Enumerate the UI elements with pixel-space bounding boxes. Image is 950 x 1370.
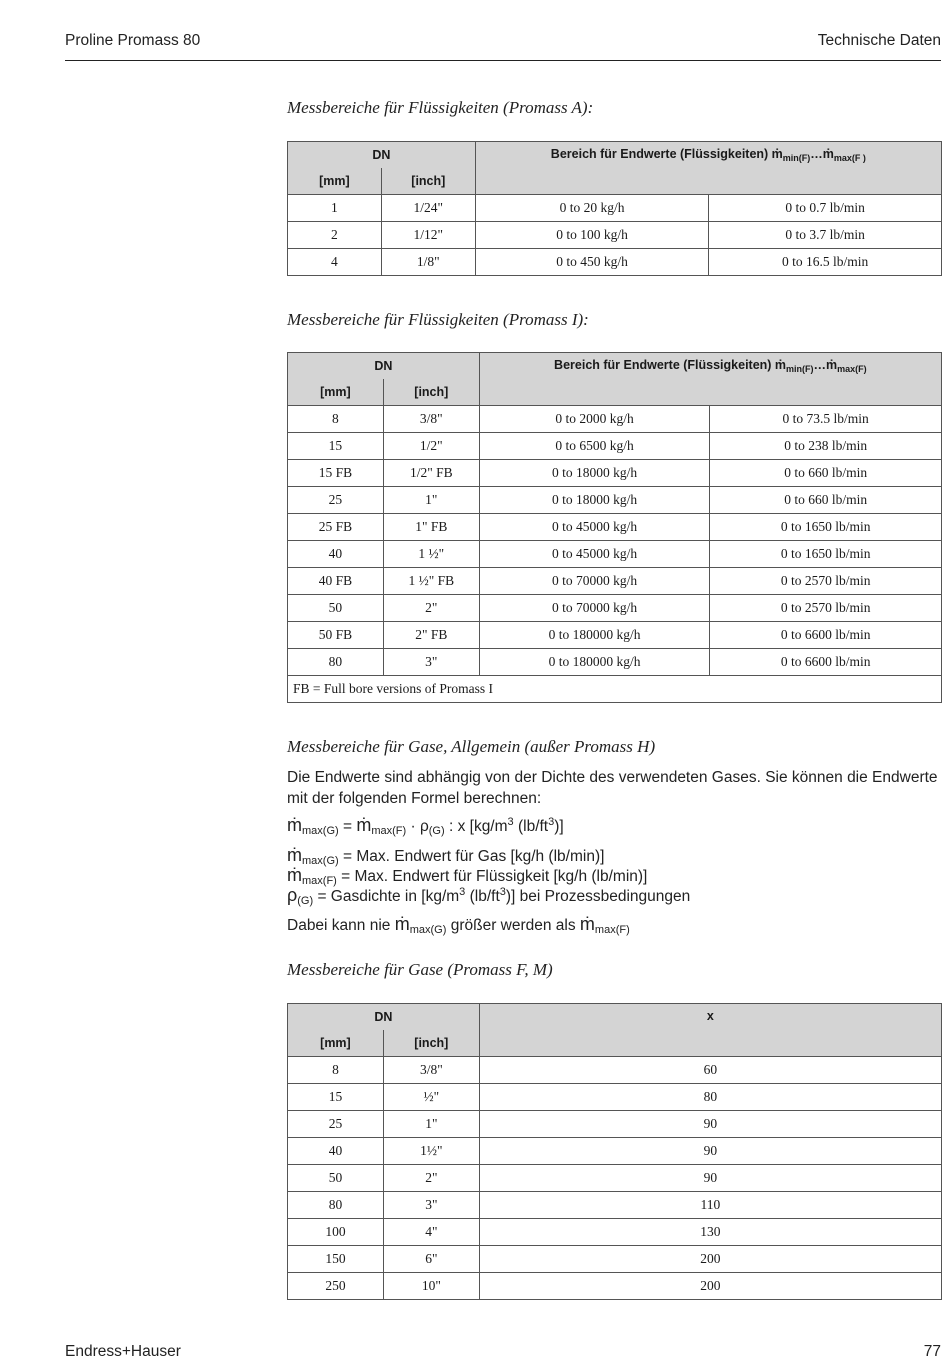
table-cell: 6" xyxy=(383,1246,479,1273)
page-header-right: Technische Daten xyxy=(817,32,941,49)
table-row xyxy=(288,1138,942,1165)
table-cell: 250 xyxy=(288,1273,384,1300)
col-header-dn: DN xyxy=(288,142,476,169)
table-cell: 4 xyxy=(288,249,382,276)
table-cell: 0 to 6500 kg/h xyxy=(479,433,710,460)
table-cell: 0 to 2570 lb/min xyxy=(710,568,942,595)
table-cell: 0 to 1650 lb/min xyxy=(710,541,942,568)
table-row xyxy=(288,1273,942,1300)
table-cell: 1/12" xyxy=(381,222,475,249)
table-row xyxy=(288,649,942,676)
table-row xyxy=(288,1057,942,1084)
table-cell: 50 xyxy=(288,1165,384,1192)
table-cell: 130 xyxy=(479,1219,941,1246)
table-row xyxy=(288,541,942,568)
col-header-range: Bereich für Endwerte (Flüssigkeiten) ṁ$_{min(F)}$…ṁ$_{max(F)}$ xyxy=(479,353,941,406)
table-cell: 3" xyxy=(383,649,479,676)
col-header-inch: [inch] xyxy=(383,1030,479,1057)
table-row xyxy=(288,1084,942,1111)
table-row xyxy=(288,195,942,222)
table-row xyxy=(288,487,942,514)
page-header-left: Proline Promass 80 xyxy=(65,32,201,49)
table-cell: 1 ½" xyxy=(383,541,479,568)
col-header-mm: [mm] xyxy=(288,379,384,406)
table-cell: 4" xyxy=(383,1219,479,1246)
table-cell: 60 xyxy=(479,1057,941,1084)
table-cell: 0 to 450 kg/h xyxy=(475,249,709,276)
table-cell: 3/8" xyxy=(383,1057,479,1084)
table-cell: 8 xyxy=(288,406,384,433)
table-cell: 1½" xyxy=(383,1138,479,1165)
table-cell: 40 xyxy=(288,541,384,568)
table-row xyxy=(288,1246,942,1273)
col-header-inch: [inch] xyxy=(383,379,479,406)
table-cell: 2" FB xyxy=(383,622,479,649)
table-cell: 1" xyxy=(383,487,479,514)
table-cell: 40 FB xyxy=(288,568,384,595)
table-cell: 10" xyxy=(383,1273,479,1300)
table-cell: 0 to 6600 lb/min xyxy=(710,622,942,649)
table-cell: 3/8" xyxy=(383,406,479,433)
table-cell: 0 to 18000 kg/h xyxy=(479,487,710,514)
col-header-dn: DN xyxy=(288,1004,480,1031)
table-cell: 0 to 100 kg/h xyxy=(475,222,709,249)
table-cell: 0 to 2570 lb/min xyxy=(710,595,942,622)
table-promass-i xyxy=(287,352,942,703)
table-cell: 0 to 180000 kg/h xyxy=(479,649,710,676)
page-number: 77 xyxy=(923,1343,941,1360)
table-row xyxy=(288,460,942,487)
definition-rho-g: ρ(G) = Gasdichte in [$kg/m^3$ $(lb/ft^3)$] bei Prozessbedingungen xyxy=(287,885,691,907)
table-row xyxy=(288,406,942,433)
table-cell: 0 to 20 kg/h xyxy=(475,195,709,222)
table-row xyxy=(288,595,942,622)
table-cell: 15 xyxy=(288,433,384,460)
page-footer-left: Endress+Hauser xyxy=(65,1343,181,1360)
table-cell: 2" xyxy=(383,1165,479,1192)
definition-m-max-f: ṁmax(F) = Max. Endwert für Flüssigkeit [kg/h (lb/min)] xyxy=(287,865,648,887)
table-row xyxy=(288,1111,942,1138)
table-cell: 0 to 18000 kg/h xyxy=(479,460,710,487)
table-cell: 1 xyxy=(288,195,382,222)
table-cell: 25 FB xyxy=(288,514,384,541)
section-title-gas-general: Messbereiche für Gase, Allgemein (außer Promass H) xyxy=(287,737,656,756)
col-header-mm: [mm] xyxy=(288,1030,384,1057)
gas-paragraph: Die Endwerte sind abhängig von der Dichte des verwendeten Gases. Sie können die Endwerte mit der folgenden Formel berechnen: xyxy=(287,769,938,807)
table-cell: 0 to 660 lb/min xyxy=(710,460,942,487)
table-row xyxy=(288,568,942,595)
table-cell: 1/2" FB xyxy=(383,460,479,487)
table-cell: 40 xyxy=(288,1138,384,1165)
section-title-promass-a: Messbereiche für Flüssigkeiten (Promass A): xyxy=(287,98,594,117)
table-cell: 0 to 6600 lb/min xyxy=(710,649,942,676)
table-cell: 80 xyxy=(288,1192,384,1219)
table-cell: 0 to 660 lb/min xyxy=(710,487,942,514)
table-row xyxy=(288,514,942,541)
col-header-range: Bereich für Endwerte (Flüssigkeiten) ṁ$_{min(F)}$…ṁ$_{max(F )}$ xyxy=(475,142,941,195)
table-row xyxy=(288,1192,942,1219)
definition-m-max-g: ṁmax(G) = Max. Endwert für Gas [kg/h (lb/min)] xyxy=(287,845,605,867)
gas-formula: ṁmax(G) = ṁmax(F) · ρ(G) : x [$kg/m^3$ $(lb/ft^3)$] xyxy=(287,815,564,837)
table-gas-fm xyxy=(287,1003,942,1300)
table-cell: 15 xyxy=(288,1084,384,1111)
table-cell: 0 to 238 lb/min xyxy=(710,433,942,460)
table-cell: 0 to 70000 kg/h xyxy=(479,568,710,595)
table-cell: 0 to 45000 kg/h xyxy=(479,514,710,541)
table-cell: 0 to 3.7 lb/min xyxy=(709,222,942,249)
table-cell: 0 to 73.5 lb/min xyxy=(710,406,942,433)
table-cell: ½" xyxy=(383,1084,479,1111)
table-cell: 110 xyxy=(479,1192,941,1219)
table-cell: 1/2" xyxy=(383,433,479,460)
table-cell: 8 xyxy=(288,1057,384,1084)
table-cell: 50 xyxy=(288,595,384,622)
table-cell: 80 xyxy=(479,1084,941,1111)
section-title-promass-i: Messbereiche für Flüssigkeiten (Promass I): xyxy=(287,310,589,329)
table-cell: 1 ½" FB xyxy=(383,568,479,595)
table-cell: 0 to 2000 kg/h xyxy=(479,406,710,433)
table-cell: 25 xyxy=(288,487,384,514)
table-cell: 25 xyxy=(288,1111,384,1138)
table-cell: 1" FB xyxy=(383,514,479,541)
table-cell: 1/24" xyxy=(381,195,475,222)
table-row xyxy=(288,433,942,460)
table-cell: 0 to 16.5 lb/min xyxy=(709,249,942,276)
col-header-mm: [mm] xyxy=(288,168,382,195)
table-row xyxy=(288,249,942,276)
header-rule xyxy=(65,60,941,61)
table-row xyxy=(288,622,942,649)
table-note: FB = Full bore versions of Promass I xyxy=(288,676,942,703)
table-cell: 90 xyxy=(479,1111,941,1138)
table-cell: 90 xyxy=(479,1165,941,1192)
section-title-gas-fm: Messbereiche für Gase (Promass F, M) xyxy=(287,960,553,979)
table-cell: 15 FB xyxy=(288,460,384,487)
table-cell: 200 xyxy=(479,1273,941,1300)
table-cell: 0 to 70000 kg/h xyxy=(479,595,710,622)
table-cell: 2 xyxy=(288,222,382,249)
table-cell: 0 to 180000 kg/h xyxy=(479,622,710,649)
table-cell: 2" xyxy=(383,595,479,622)
table-cell: 1/8" xyxy=(381,249,475,276)
gas-limit-statement: Dabei kann nie ṁmax(G) größer werden als ṁmax(F) xyxy=(287,914,630,936)
table-cell: 1" xyxy=(383,1111,479,1138)
col-header-x: x xyxy=(479,1004,941,1057)
table-row xyxy=(288,1219,942,1246)
table-cell: 0 to 45000 kg/h xyxy=(479,541,710,568)
table-row xyxy=(288,222,942,249)
col-header-inch: [inch] xyxy=(381,168,475,195)
table-cell: 90 xyxy=(479,1138,941,1165)
table-promass-a xyxy=(287,141,942,276)
table-cell: 50 FB xyxy=(288,622,384,649)
table-cell: 3" xyxy=(383,1192,479,1219)
col-header-dn: DN xyxy=(288,353,480,380)
table-cell: 200 xyxy=(479,1246,941,1273)
table-cell: 0 to 0.7 lb/min xyxy=(709,195,942,222)
table-cell: 100 xyxy=(288,1219,384,1246)
table-cell: 0 to 1650 lb/min xyxy=(710,514,942,541)
table-row xyxy=(288,1165,942,1192)
table-cell: 150 xyxy=(288,1246,384,1273)
table-cell: 80 xyxy=(288,649,384,676)
